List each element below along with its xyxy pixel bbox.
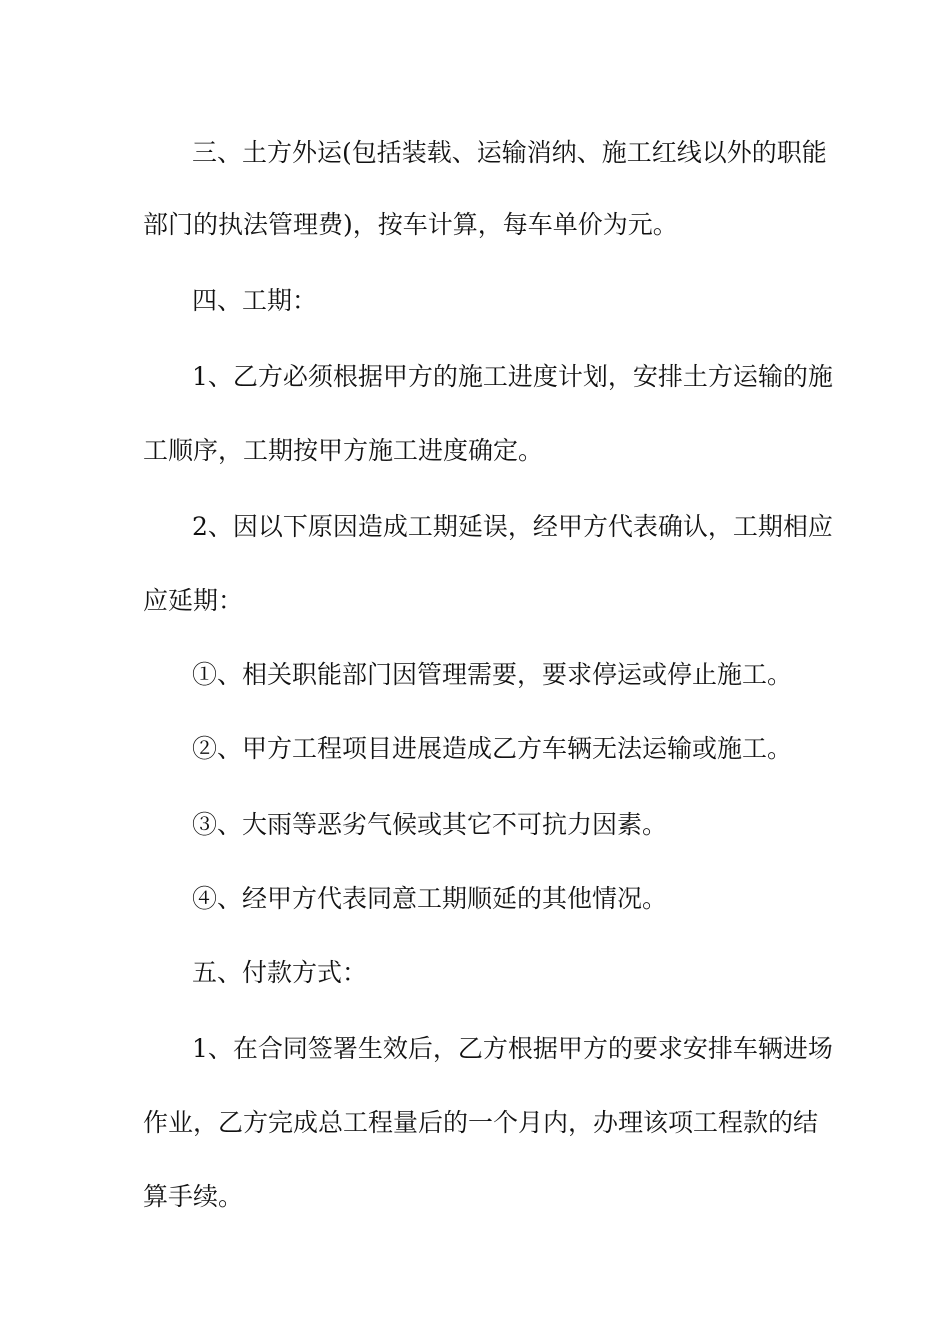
list-item: ②、甲方工程项目进展造成乙方车辆无法运输或施工。 [192, 734, 793, 763]
paragraph-line: 算手续。 [143, 1182, 244, 1211]
section-heading: 五、付款方式： [192, 958, 368, 987]
paragraph-line: 1、在合同签署生效后，乙方根据甲方的要求安排车辆进场 [192, 1034, 833, 1063]
section-heading: 四、工期： [192, 286, 318, 315]
paragraph-line: 三、土方外运(包括装载、运输消纳、施工红线以外的职能 [192, 138, 827, 167]
paragraph-line: 1、乙方必须根据甲方的施工进度计划，安排土方运输的施 [192, 362, 833, 391]
paragraph-line: 部门的执法管理费)，按车计算，每车单价为元。 [143, 210, 678, 239]
list-item: ①、相关职能部门因管理需要，要求停运或停止施工。 [192, 660, 793, 689]
paragraph-line: 工顺序，工期按甲方施工进度确定。 [143, 436, 544, 465]
paragraph-line: 2、因以下原因造成工期延误，经甲方代表确认，工期相应 [192, 512, 833, 541]
paragraph-line: 作业，乙方完成总工程量后的一个月内，办理该项工程款的结 [143, 1108, 819, 1137]
list-item: ④、经甲方代表同意工期顺延的其他情况。 [192, 884, 668, 913]
paragraph-line: 应延期： [143, 586, 244, 615]
list-item: ③、大雨等恶劣气候或其它不可抗力因素。 [192, 810, 668, 839]
